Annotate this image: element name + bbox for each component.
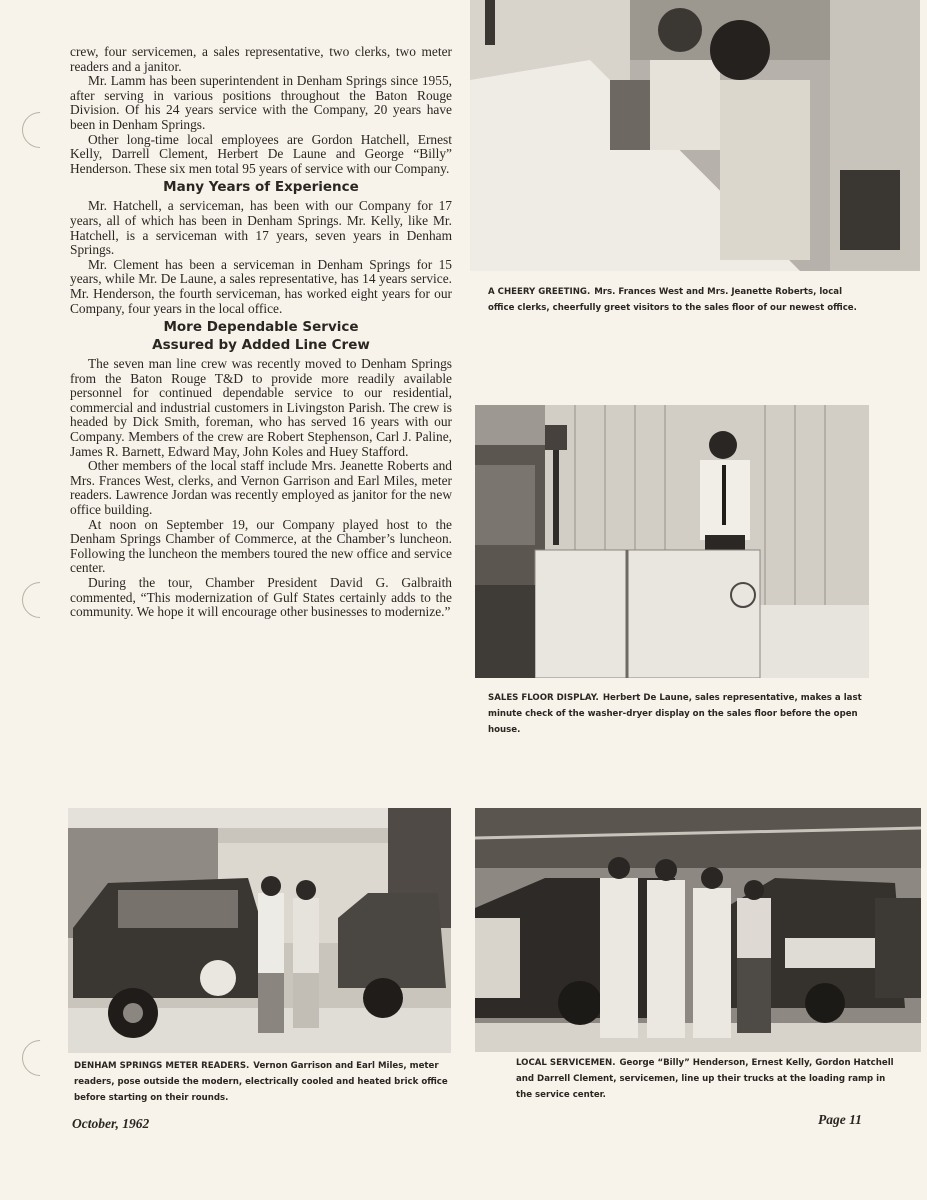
caption-text: Herbert De Laune, sales representative, makes a last minute check of the washer-dryer display on the sales floor before the open house. <box>488 693 862 735</box>
caption-meter-readers <box>74 1058 458 1106</box>
paragraph: Mr. Lamm has been superintendent in Denham Springs since 1955, after serving in various positions throughout the Baton Rouge Division. Of his 24 years service with the Company, 20 years have been in Denham Springs. <box>70 73 452 132</box>
paragraph: crew, four servicemen, a sales representative, two clerks, two meter readers and a janitor. <box>70 44 452 74</box>
paragraph: Other members of the local staff include Mrs. Jeanette Roberts and Mrs. Frances West, clerks, and Vernon Garrison and Earl Miles, meter readers. Lawrence Jordan was recently employed as janitor for the new office building. <box>70 458 452 518</box>
section-heading: Assured by Added Line Crew <box>152 337 370 354</box>
paragraph: Other long-time local employees are Gordon Hatchell, Ernest Kelly, Darrell Clement, Herbert De Laune and George “Billy” Henderson. These six men total 95 years of service with our Company. <box>70 131 452 176</box>
caption-lead: A CHEERY GREETING. <box>488 287 591 297</box>
caption-text: George “Billy” Henderson, Ernest Kelly, Gordon Hatchell and Darrell Clement, servicemen, line up their trucks at the loading ramp in the service center. <box>516 1058 894 1100</box>
section-heading: More Dependable Service <box>163 319 359 336</box>
caption-text: Vernon Garrison and Earl Miles, meter readers, pose outside the modern, electrically cooled and heated brick office before starting on their rounds. <box>74 1061 448 1103</box>
photo-cheery-greeting <box>470 0 920 271</box>
paragraph: Mr. Clement has been a serviceman in Denham Springs for 15 years, while Mr. De Laune, a sales representative, has 14 years service. Mr. Henderson, the fourth serviceman, has worked eight years for our Company, four years in the local office. <box>70 256 452 316</box>
caption-local-servicemen <box>516 1055 898 1103</box>
photo-sales-floor-display <box>475 405 869 678</box>
binder-hole <box>15 575 66 626</box>
paragraph: At noon on September 19, our Company played host to the Denham Springs Chamber of Commerce, at the Chamber’s luncheon. Following the luncheon the members toured the new office and service center. <box>70 516 452 576</box>
caption-sales-floor-display <box>488 690 870 738</box>
article-text <box>70 45 452 620</box>
caption-cheery-greeting <box>488 284 870 316</box>
caption-lead: LOCAL SERVICEMEN. <box>516 1058 616 1068</box>
caption-lead: DENHAM SPRINGS METER READERS. <box>74 1061 250 1071</box>
paragraph: During the tour, Chamber President David G. Galbraith commented, “This modernization of Gulf States certainly adds to the community. We hope it will encourage other businesses to modernize.” <box>70 575 452 620</box>
paragraph: Mr. Hatchell, a serviceman, has been with our Company for 17 years, all of which has been in Denham Springs. Mr. Kelly, like Mr. Hatchell, is a serviceman with 17 years, seven years in Denham Springs. <box>70 198 452 258</box>
page-number: Page 11 <box>818 1112 862 1127</box>
issue-date: October, 1962 <box>72 1116 150 1131</box>
binder-hole <box>15 1033 66 1084</box>
photo-local-servicemen <box>475 808 921 1052</box>
caption-lead: SALES FLOOR DISPLAY. <box>488 693 599 703</box>
photo-meter-readers <box>68 808 451 1053</box>
binder-hole <box>15 105 66 156</box>
caption-text: Mrs. Frances West and Mrs. Jeanette Roberts, local office clerks, cheerfully greet visitors to the sales floor of our newest office. <box>488 287 857 313</box>
paragraph: The seven man line crew was recently moved to Denham Springs from the Baton Rouge T&D to provide more readily available personnel for continued dependable service to our residential, commercial and industrial customers in Livingston Parish. The crew is headed by Dick Smith, foreman, who has served 16 years with our Company. Members of the crew are Robert Stephenson, Carl J. Paline, James R. Barnett, Edward May, John Koles and Huey Stafford. <box>70 356 452 459</box>
section-heading: Many Years of Experience <box>163 179 359 196</box>
